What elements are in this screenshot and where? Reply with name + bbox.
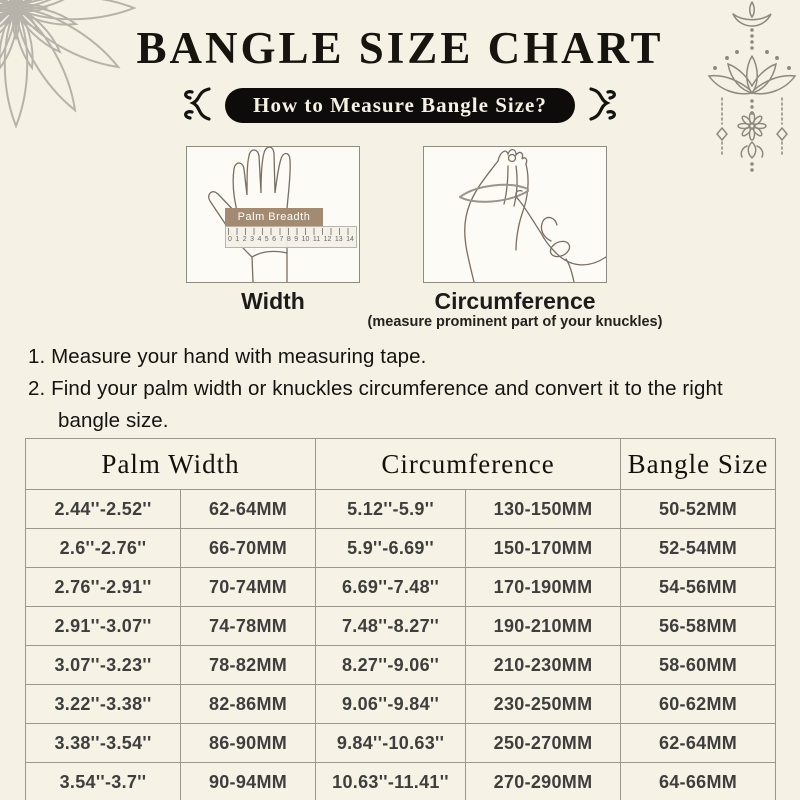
circumference-note: (measure prominent part of your knuckles) — [367, 314, 663, 330]
table-cell: 62-64MM — [181, 490, 316, 529]
table-cell: 3.22''-3.38'' — [26, 685, 181, 724]
table-cell: 7.48''-8.27'' — [316, 607, 466, 646]
table-cell: 3.38''-3.54'' — [26, 724, 181, 763]
table-cell: 74-78MM — [181, 607, 316, 646]
width-figure — [186, 146, 360, 283]
size-table — [25, 438, 776, 800]
table-cell: 64-66MM — [621, 763, 776, 800]
table-cell: 60-62MM — [621, 685, 776, 724]
table-row — [26, 529, 776, 568]
table-cell: 9.06''-9.84'' — [316, 685, 466, 724]
table-cell: 210-230MM — [466, 646, 621, 685]
ruler-number: 11 — [312, 236, 321, 243]
flourish-icon — [587, 85, 621, 125]
table-header-row — [26, 439, 776, 490]
table-row — [26, 646, 776, 685]
table-row — [26, 763, 776, 800]
ruler-number: 10 — [301, 236, 310, 243]
table-cell: 190-210MM — [466, 607, 621, 646]
ruler-numbers — [226, 235, 356, 244]
table-cell: 58-60MM — [621, 646, 776, 685]
table-cell: 90-94MM — [181, 763, 316, 800]
ruler-ticks — [228, 228, 354, 235]
table-row — [26, 685, 776, 724]
table-cell: 230-250MM — [466, 685, 621, 724]
ruler-number: 2 — [242, 236, 247, 243]
instructions — [28, 341, 740, 436]
table-cell: 62-64MM — [621, 724, 776, 763]
table-cell: 130-150MM — [466, 490, 621, 529]
table-cell: 54-56MM — [621, 568, 776, 607]
table-cell: 86-90MM — [181, 724, 316, 763]
table-cell: 78-82MM — [181, 646, 316, 685]
table-cell: 2.6''-2.76'' — [26, 529, 181, 568]
table-cell: 3.07''-3.23'' — [26, 646, 181, 685]
width-caption: Width — [241, 288, 305, 314]
palm-breadth-label: Palm Breadth — [225, 208, 323, 226]
ruler-number: 14 — [346, 236, 354, 243]
table-cell: 9.84''-10.63'' — [316, 724, 466, 763]
pinched-hand-illustration — [424, 147, 606, 282]
how-to-measure-badge: How to Measure Bangle Size? — [225, 88, 575, 123]
table-cell: 56-58MM — [621, 607, 776, 646]
table-cell: 50-52MM — [621, 490, 776, 529]
table-cell: 8.27''-9.06'' — [316, 646, 466, 685]
badge-row — [0, 85, 800, 125]
ruler-number: 7 — [279, 236, 284, 243]
table-cell: 2.44''-2.52'' — [26, 490, 181, 529]
ruler-number: 5 — [264, 236, 269, 243]
ruler-number: 4 — [257, 236, 262, 243]
ruler — [225, 226, 357, 248]
circumference-caption: Circumference — [434, 288, 596, 314]
table-cell: 5.9''-6.69'' — [316, 529, 466, 568]
table-cell: 66-70MM — [181, 529, 316, 568]
table-row — [26, 724, 776, 763]
table-cell: 170-190MM — [466, 568, 621, 607]
ruler-number: 9 — [294, 236, 299, 243]
table-cell: 6.69''-7.48'' — [316, 568, 466, 607]
ruler-number: 8 — [286, 236, 291, 243]
header-palm-width: Palm Width — [26, 439, 316, 490]
size-table-body — [26, 490, 776, 800]
table-row — [26, 490, 776, 529]
header-circumference: Circumference — [316, 439, 621, 490]
instruction-step: 1. Measure your hand with measuring tape. — [28, 345, 427, 368]
page-title: BANGLE SIZE CHART — [136, 23, 664, 73]
table-row — [26, 607, 776, 646]
ruler-number: 0 — [228, 236, 232, 243]
table-cell: 2.91''-3.07'' — [26, 607, 181, 646]
table-cell: 2.76''-2.91'' — [26, 568, 181, 607]
table-row — [26, 568, 776, 607]
ruler-number: 3 — [250, 236, 254, 243]
instruction-step: 2. Find your palm width or knuckles circumference and convert it to the right bangle size. — [28, 376, 723, 432]
ruler-number: 1 — [235, 236, 240, 243]
table-cell: 70-74MM — [181, 568, 316, 607]
table-cell: 5.12''-5.9'' — [316, 490, 466, 529]
table-cell: 270-290MM — [466, 763, 621, 800]
table-cell: 3.54''-3.7'' — [26, 763, 181, 800]
ruler-number: 13 — [334, 236, 343, 243]
table-cell: 250-270MM — [466, 724, 621, 763]
circumference-figure — [423, 146, 607, 283]
table-cell: 10.63''-11.41'' — [316, 763, 466, 800]
table-cell: 82-86MM — [181, 685, 316, 724]
ruler-number: 6 — [272, 236, 277, 243]
header-bangle-size: Bangle Size — [621, 439, 776, 490]
ruler-number: 12 — [323, 236, 332, 243]
flourish-icon — [179, 85, 213, 125]
table-cell: 150-170MM — [466, 529, 621, 568]
table-cell: 52-54MM — [621, 529, 776, 568]
